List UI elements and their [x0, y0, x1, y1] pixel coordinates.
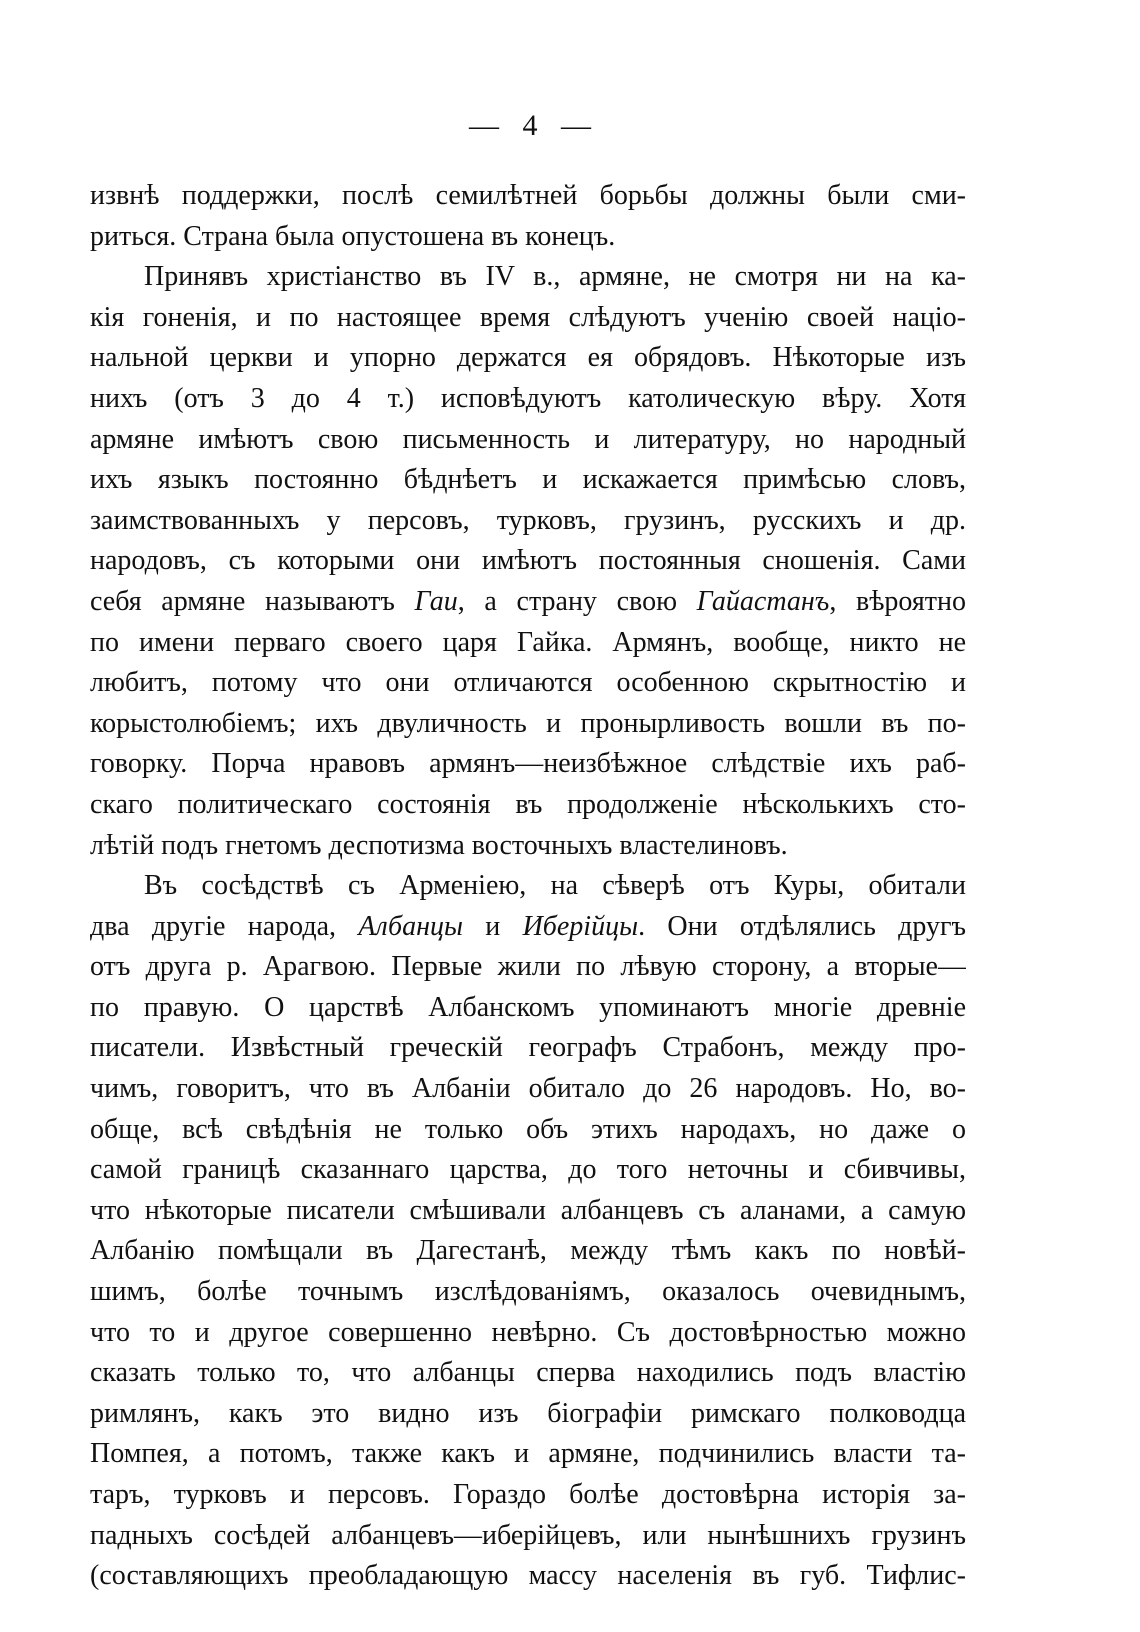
- text-line: риться. Страна была опустошена въ конецъ.: [90, 220, 616, 252]
- italic-term-albantsy: Албанцы: [358, 910, 463, 942]
- italic-term-iberiitsy: Иберійцы: [522, 910, 639, 942]
- text-line: извнѣ поддержки, послѣ семилѣтней борьбы должны были сми-: [90, 180, 966, 211]
- text-line: (составляющихъ преобладающую массу населенія въ губ. Тифлис-: [90, 1560, 966, 1592]
- page-number-header: [0, 108, 1060, 144]
- text-line: по правую. О царствѣ Албанскомъ упоминаютъ многіе древніе: [90, 991, 966, 1023]
- text-line: скаго политическаго состоянія въ продолженіе нѣсколькихъ сто-: [90, 788, 966, 820]
- italic-term-gaiastan: Гайастанъ: [696, 585, 830, 617]
- text-line: лѣтій подъ гнетомъ деспотизма восточныхъ властелиновъ.: [90, 829, 788, 861]
- text-line: кія гоненія, и по настоящее время слѣдуютъ ученію своей націо-: [90, 301, 966, 333]
- text-line: говорку. Порча нравовъ армянъ—неизбѣжное слѣдствіе ихъ раб-: [90, 748, 966, 780]
- text-line: ихъ языкъ постоянно бѣднѣетъ и искажается примѣсью словъ,: [90, 464, 966, 496]
- text-line: корыстолюбіемъ; ихъ двуличность и пронырливость вошли въ по-: [90, 707, 966, 739]
- paragraph: [90, 176, 966, 257]
- text-line: римлянъ, какъ это видно изъ біографіи римскаго полководца: [90, 1397, 966, 1429]
- text-line: Помпея, а потомъ, также какъ и армяне, подчинились власти та-: [90, 1438, 966, 1470]
- body-text: [90, 176, 966, 1597]
- text-line: Албанію помѣщали въ Дагестанѣ, между тѣмъ какъ по новѣй-: [90, 1235, 966, 1267]
- text-run: , а страну свою: [457, 585, 697, 617]
- text-line: таръ, турковъ и персовъ. Гораздо болѣе достовѣрна исторія за-: [90, 1479, 966, 1510]
- text-line: нальной церкви и упорно держатся ея обрядовъ. Нѣкоторые изъ: [90, 342, 966, 374]
- text-line: Въ сосѣдствѣ съ Арменіею, на сѣверѣ отъ Куры, обитали: [144, 870, 966, 902]
- text-line: народовъ, съ которыми они имѣютъ постоянныя сношенія. Сами: [90, 545, 966, 577]
- text-run: , вѣроятно: [829, 585, 966, 617]
- text-line: армяне имѣютъ свою письменность и литературу, но народный: [90, 423, 966, 455]
- paragraph: [90, 866, 966, 1597]
- text-line: заимствованныхъ у персовъ, турковъ, грузинъ, русскихъ и др.: [90, 504, 966, 536]
- text-run: . Они отдѣлялись другъ: [638, 910, 966, 942]
- text-run: и: [462, 910, 523, 942]
- text-line: что то и другое совершенно невѣрно. Съ достовѣрностью можно: [90, 1316, 966, 1348]
- text-line: чимъ, говоритъ, что въ Албаніи обитало до 26 народовъ. Но, во-: [90, 1073, 966, 1105]
- text-line: Принявъ христіанство въ IV в., армяне, не смотря ни на ка-: [144, 261, 966, 293]
- text-line: писатели. Извѣстный греческій географъ Страбонъ, между про-: [90, 1032, 966, 1064]
- page-number: 4: [522, 109, 538, 142]
- text-line: любитъ, потому что они отличаются особенною скрытностію и: [90, 667, 966, 699]
- text-line: нихъ (отъ 3 до 4 т.) исповѣдуютъ католическую вѣру. Хотя: [90, 382, 966, 414]
- text-line: что нѣкоторые писатели смѣшивали албанцевъ съ аланами, а самую: [90, 1194, 966, 1226]
- text-line: [90, 582, 966, 623]
- text-line: шимъ, болѣе точнымъ изслѣдованіямъ, оказалось очевиднымъ,: [90, 1276, 966, 1308]
- italic-term-gai: Гаи: [414, 585, 458, 617]
- page-number-dash-right: —: [561, 109, 591, 142]
- text-run: два другіе народа,: [90, 910, 359, 942]
- text-line: отъ друга р. Арагвою. Первые жили по лѣвую сторону, а вторые—: [90, 951, 966, 983]
- text-line: по имени перваго своего царя Гайка. Армянъ, вообще, никто не: [90, 626, 966, 658]
- paragraph: [90, 257, 966, 866]
- page-number-dash-left: —: [469, 109, 499, 142]
- text-line: самой границѣ сказаннаго царства, до того неточны и сбивчивы,: [90, 1154, 966, 1186]
- text-line: обще, всѣ свѣдѣнія не только объ этихъ народахъ, но даже о: [90, 1113, 966, 1145]
- text-line: падныхъ сосѣдей албанцевъ—иберійцевъ, или нынѣшнихъ грузинъ: [90, 1519, 966, 1551]
- text-line: сказать только то, что албанцы сперва находились подъ властію: [90, 1357, 966, 1389]
- text-line: [90, 907, 966, 948]
- text-run: себя армяне называютъ: [90, 585, 415, 617]
